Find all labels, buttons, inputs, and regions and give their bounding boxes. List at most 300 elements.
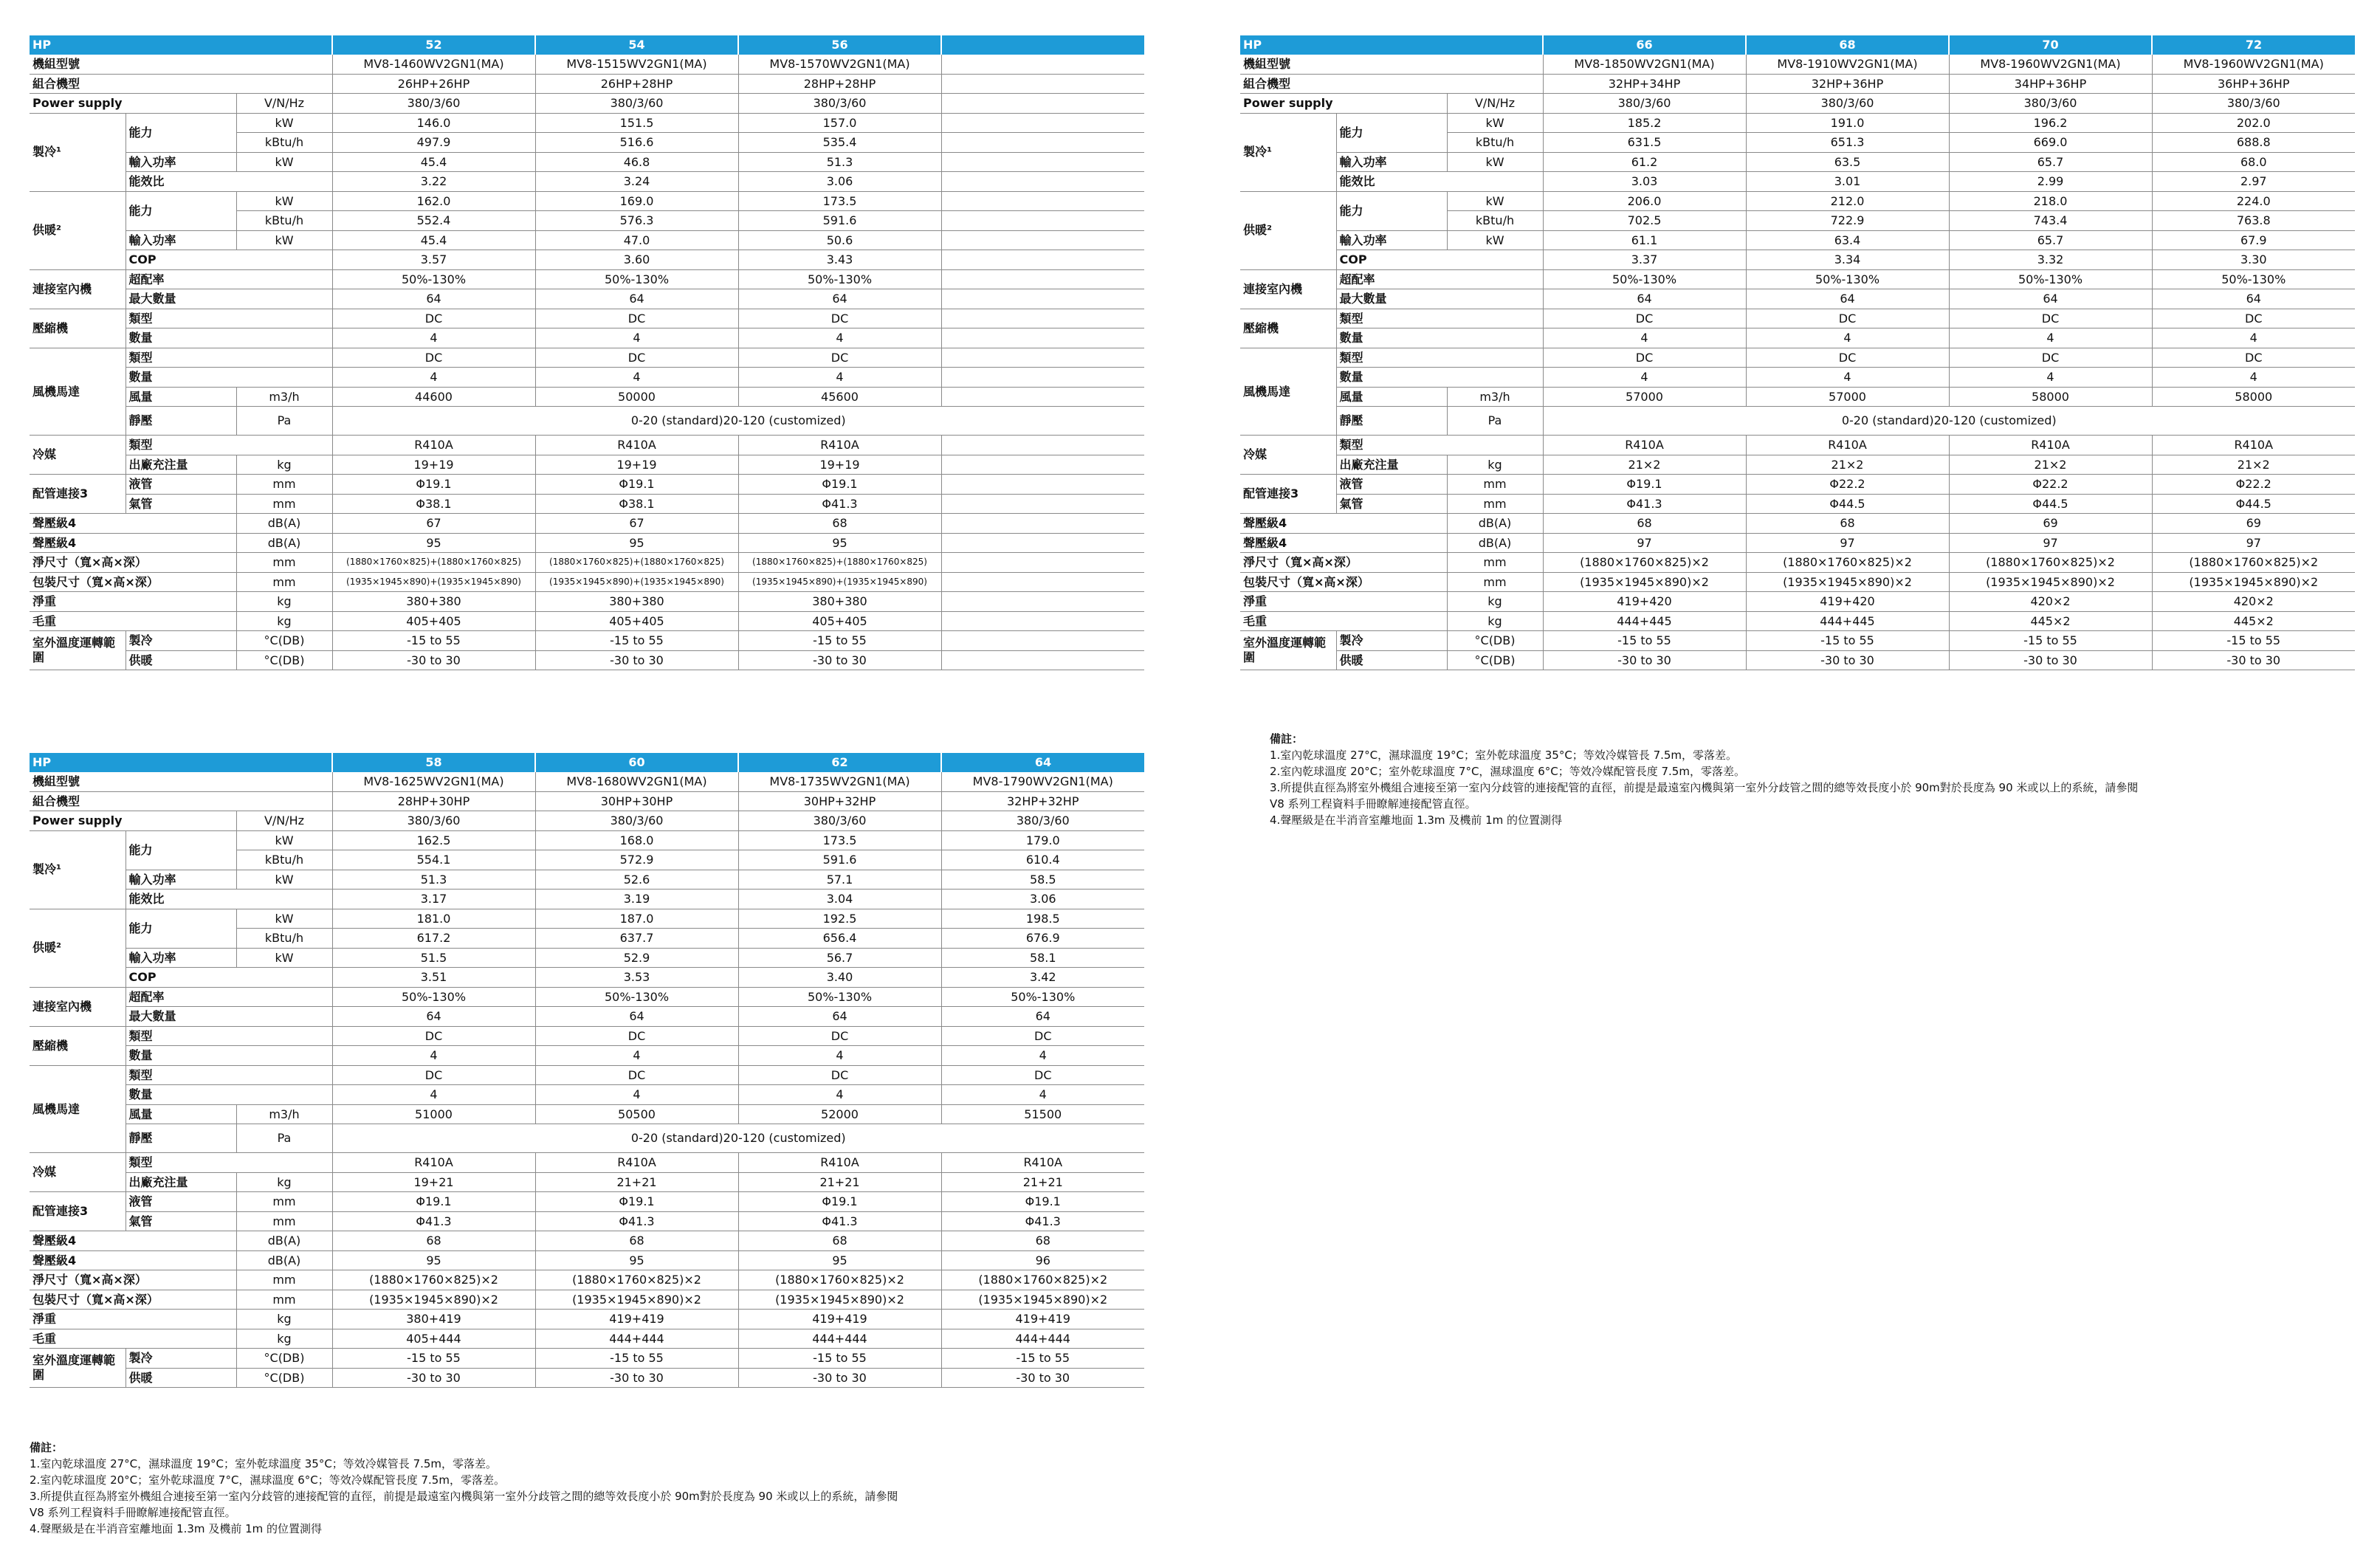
value-cell: 4	[2152, 368, 2355, 388]
unit-cell: kg	[236, 1310, 332, 1329]
sub-label: 出廠充注量	[1336, 455, 1447, 475]
sub-label: 輸入功率	[125, 230, 236, 250]
value-cell: 51000	[332, 1104, 535, 1124]
spec-row	[30, 1329, 1144, 1349]
sub-label: 液管	[125, 475, 236, 495]
value-cell: 151.5	[535, 113, 738, 133]
value-cell	[941, 348, 1144, 368]
value-cell: DC	[332, 309, 535, 328]
value-cell: 64	[738, 289, 941, 309]
sub-label: 類型	[125, 348, 332, 368]
value-cell: 69	[2152, 514, 2355, 534]
group-label: 供暖²	[1240, 191, 1336, 269]
value-cell: R410A	[2152, 436, 2355, 455]
spec-row	[30, 348, 1144, 368]
spec-row	[1240, 553, 2355, 573]
value-cell: 95	[535, 1250, 738, 1270]
value-cell: DC	[1949, 309, 2152, 328]
value-cell: -15 to 55	[738, 631, 941, 651]
value-cell: 4	[332, 1046, 535, 1066]
value-cell: 552.4	[332, 211, 535, 231]
sub-label: 風量	[125, 387, 236, 407]
spec-row	[1240, 94, 2355, 114]
value-cell: MV8-1790WV2GN1(MA)	[941, 772, 1144, 791]
value-cell	[941, 328, 1144, 348]
spec-row	[30, 1172, 1144, 1192]
sub-label: 類型	[1336, 348, 1543, 368]
value-cell: 50%-130%	[332, 269, 535, 289]
value-cell: 419+419	[941, 1310, 1144, 1329]
sub-label: 最大數量	[125, 289, 332, 309]
unit-cell: Pa	[1447, 407, 1543, 436]
notes-right	[1270, 731, 2138, 828]
value-cell: 168.0	[535, 830, 738, 850]
sub-label: 類型	[125, 436, 332, 455]
value-cell: 420×2	[2152, 592, 2355, 612]
row-label: Power supply	[1240, 94, 1447, 114]
notes-bottom	[30, 1439, 898, 1537]
value-cell: DC	[1949, 348, 2152, 368]
spec-row	[30, 269, 1144, 289]
value-cell	[941, 611, 1144, 631]
spec-row	[1240, 348, 2355, 368]
spec-row	[1240, 494, 2355, 514]
spec-row	[30, 650, 1144, 670]
value-cell: 3.43	[738, 250, 941, 270]
value-cell: R410A	[738, 436, 941, 455]
value-cell: 62	[738, 753, 941, 772]
unit-cell: kg	[236, 1329, 332, 1349]
value-cell: 50%-130%	[1746, 269, 1949, 289]
spec-row	[30, 1310, 1144, 1329]
value-cell: 3.40	[738, 968, 941, 988]
value-cell: 50%-130%	[738, 987, 941, 1007]
value-cell: -15 to 55	[535, 1349, 738, 1369]
unit-cell: °C(DB)	[1447, 650, 1543, 670]
value-cell: -15 to 55	[941, 1349, 1144, 1369]
value-cell: -15 to 55	[1543, 631, 1746, 651]
value-cell	[941, 269, 1144, 289]
row-label: 包裝尺寸（寬×高×深）	[30, 572, 236, 592]
unit-cell: m3/h	[236, 1104, 332, 1124]
spec-row	[30, 753, 1144, 772]
value-cell: 516.6	[535, 133, 738, 153]
value-cell: 45600	[738, 387, 941, 407]
value-cell: Φ44.5	[1746, 494, 1949, 514]
spec-row	[30, 791, 1144, 811]
sub-label: 能效比	[125, 890, 332, 909]
value-cell: 157.0	[738, 113, 941, 133]
spec-table-52-56	[30, 35, 1144, 670]
static-pressure-value: 0-20 (standard)20-120 (customized)	[332, 1124, 1144, 1153]
value-cell: 3.03	[1543, 172, 1746, 192]
spec-row	[1240, 172, 2355, 192]
sub-label: 出廠充注量	[125, 1172, 236, 1192]
value-cell: 444+444	[941, 1329, 1144, 1349]
unit-cell: mm	[1447, 475, 1543, 495]
value-cell: DC	[738, 1026, 941, 1046]
sub-label: 出廠充注量	[125, 455, 236, 475]
spec-table-58-64	[30, 753, 1144, 1388]
unit-cell: kW	[1447, 191, 1543, 211]
group-label: 配管連接3	[30, 475, 125, 514]
value-cell: 2.99	[1949, 172, 2152, 192]
value-cell: 95	[738, 533, 941, 553]
value-cell: 4	[1543, 328, 1746, 348]
note-line: 3.所提供直徑為將室外機組合連接至第一室內分歧管的連接配管的直徑，前提是最遠室內機與第一室外分歧管之間的總等效長度小於 90m對於長度為 90 米或以上的系統，請參閱	[30, 1490, 898, 1503]
notes-title: 備註：	[30, 1441, 63, 1454]
value-cell: 2.97	[2152, 172, 2355, 192]
value-cell: 380/3/60	[738, 811, 941, 831]
row-label: 毛重	[30, 1329, 236, 1349]
group-label: 風機馬達	[30, 1065, 125, 1153]
value-cell: R410A	[1949, 436, 2152, 455]
group-label: 冷媒	[30, 1153, 125, 1192]
value-cell: 65.7	[1949, 230, 2152, 250]
value-cell: MV8-1735WV2GN1(MA)	[738, 772, 941, 791]
unit-cell: dB(A)	[236, 533, 332, 553]
value-cell: 405+405	[332, 611, 535, 631]
row-label: 包裝尺寸（寬×高×深）	[30, 1290, 236, 1310]
value-cell: 380/3/60	[1543, 94, 1746, 114]
spec-row	[1240, 611, 2355, 631]
value-cell: 54	[535, 35, 738, 55]
value-cell: 3.04	[738, 890, 941, 909]
value-cell: 173.5	[738, 191, 941, 211]
sub-label: 輸入功率	[125, 870, 236, 890]
value-cell: -30 to 30	[332, 1368, 535, 1388]
sub-label: 超配率	[125, 269, 332, 289]
row-label: 機組型號	[1240, 55, 1543, 74]
value-cell: 4	[535, 368, 738, 388]
value-cell: R410A	[332, 436, 535, 455]
unit-cell: Pa	[236, 407, 332, 436]
group-label: 風機馬達	[30, 348, 125, 436]
value-cell: 95	[738, 1250, 941, 1270]
value-cell: 380/3/60	[332, 94, 535, 114]
unit-cell: kW	[236, 948, 332, 968]
value-cell: 191.0	[1746, 113, 1949, 133]
value-cell: DC	[535, 1026, 738, 1046]
value-cell: 218.0	[1949, 191, 2152, 211]
value-cell: 21×2	[1746, 455, 1949, 475]
unit-cell: kW	[236, 113, 332, 133]
spec-row	[30, 811, 1144, 831]
value-cell: 202.0	[2152, 113, 2355, 133]
sub-label: COP	[125, 250, 332, 270]
value-cell: -30 to 30	[1746, 650, 1949, 670]
hp-label: HP	[30, 35, 332, 55]
row-label: 聲壓級4	[30, 514, 236, 534]
value-cell: 28HP+30HP	[332, 791, 535, 811]
value-cell: 52000	[738, 1104, 941, 1124]
value-cell: 60	[535, 753, 738, 772]
value-cell: Φ19.1	[738, 475, 941, 495]
value-cell: DC	[535, 1065, 738, 1085]
sub-label: 能力	[125, 191, 236, 230]
value-cell: 69	[1949, 514, 2152, 534]
unit-cell: kg	[1447, 592, 1543, 612]
value-cell	[941, 250, 1144, 270]
value-cell: 68	[1746, 35, 1949, 55]
value-cell: 206.0	[1543, 191, 1746, 211]
value-cell: DC	[535, 348, 738, 368]
value-cell: Φ22.2	[1746, 475, 1949, 495]
value-cell: 67.9	[2152, 230, 2355, 250]
value-cell: MV8-1570WV2GN1(MA)	[738, 55, 941, 74]
unit-cell: kW	[236, 830, 332, 850]
value-cell: -15 to 55	[1949, 631, 2152, 651]
value-cell: DC	[332, 1026, 535, 1046]
row-label: 聲壓級4	[30, 1231, 236, 1251]
value-cell: 676.9	[941, 929, 1144, 949]
spec-row	[1240, 650, 2355, 670]
value-cell: 64	[1543, 289, 1746, 309]
value-cell: 36HP+36HP	[2152, 74, 2355, 94]
value-cell: 4	[1746, 368, 1949, 388]
value-cell: 21+21	[738, 1172, 941, 1192]
value-cell: 68	[1543, 514, 1746, 534]
row-label: 毛重	[30, 611, 236, 631]
value-cell: 4	[1543, 368, 1746, 388]
unit-cell: kBtu/h	[236, 850, 332, 870]
value-cell: Φ19.1	[941, 1192, 1144, 1212]
spec-row	[30, 533, 1144, 553]
sub-label: 氣管	[125, 1211, 236, 1231]
value-cell: Φ41.3	[332, 1211, 535, 1231]
value-cell: 19+19	[332, 455, 535, 475]
spec-row	[30, 1349, 1144, 1369]
group-label: 供暖²	[30, 191, 125, 269]
value-cell: 3.22	[332, 172, 535, 192]
value-cell: 34HP+36HP	[1949, 74, 2152, 94]
sub-label: 數量	[125, 368, 332, 388]
spec-row	[30, 55, 1144, 74]
note-line: 4.聲壓級是在半消音室離地面 1.3m 及機前 1m 的位置測得	[30, 1522, 323, 1535]
value-cell: 535.4	[738, 133, 941, 153]
spec-row	[30, 772, 1144, 791]
value-cell: 95	[332, 1250, 535, 1270]
value-cell: 64	[332, 1007, 535, 1027]
value-cell: 57000	[1543, 387, 1746, 407]
spec-row	[1240, 407, 2355, 436]
value-cell: Φ41.3	[941, 1211, 1144, 1231]
sub-label: 類型	[1336, 309, 1543, 328]
unit-cell: kW	[1447, 113, 1543, 133]
value-cell: Φ19.1	[332, 1192, 535, 1212]
sub-label: 數量	[125, 1046, 332, 1066]
spec-row	[30, 1231, 1144, 1251]
value-cell: 50%-130%	[535, 269, 738, 289]
value-cell: DC	[738, 309, 941, 328]
spec-row	[30, 968, 1144, 988]
value-cell: 576.3	[535, 211, 738, 231]
spec-row	[30, 1046, 1144, 1066]
row-label: 淨尺寸（寬×高×深）	[30, 553, 236, 573]
group-label: 室外溫度運轉範圍	[30, 1349, 125, 1388]
value-cell: 380+380	[535, 592, 738, 612]
group-label: 供暖²	[30, 909, 125, 987]
value-cell: Φ22.2	[2152, 475, 2355, 495]
spec-row	[30, 1104, 1144, 1124]
value-cell: 169.0	[535, 191, 738, 211]
unit-cell: mm	[236, 475, 332, 495]
value-cell: 591.6	[738, 211, 941, 231]
value-cell: -15 to 55	[2152, 631, 2355, 651]
unit-cell: m3/h	[1447, 387, 1543, 407]
value-cell: 162.5	[332, 830, 535, 850]
value-cell: 4	[1949, 368, 2152, 388]
spec-row	[30, 987, 1144, 1007]
spec-row	[1240, 455, 2355, 475]
sub-label: 類型	[125, 1153, 332, 1173]
value-cell: 212.0	[1746, 191, 1949, 211]
value-cell: 21+21	[535, 1172, 738, 1192]
value-cell	[941, 514, 1144, 534]
value-cell: 617.2	[332, 929, 535, 949]
value-cell: 97	[1949, 533, 2152, 553]
value-cell: MV8-1625WV2GN1(MA)	[332, 772, 535, 791]
sub-label: 能力	[125, 909, 236, 948]
value-cell: Φ19.1	[738, 1192, 941, 1212]
value-cell: 4	[1949, 328, 2152, 348]
value-cell	[941, 172, 1144, 192]
value-cell: 66	[1543, 35, 1746, 55]
value-cell: 3.06	[941, 890, 1144, 909]
note-line: V8 系列工程資料手冊瞭解連接配管直徑。	[1270, 797, 1476, 811]
value-cell: 196.2	[1949, 113, 2152, 133]
value-cell: 57.1	[738, 870, 941, 890]
spec-row	[30, 250, 1144, 270]
value-cell: 50.6	[738, 230, 941, 250]
value-cell: (1935×1945×890)×2	[1949, 572, 2152, 592]
value-cell: 51.5	[332, 948, 535, 968]
value-cell: 26HP+26HP	[332, 74, 535, 94]
value-cell: 445×2	[1949, 611, 2152, 631]
value-cell: 56	[738, 35, 941, 55]
value-cell: 722.9	[1746, 211, 1949, 231]
unit-cell: °C(DB)	[1447, 631, 1543, 651]
value-cell	[941, 475, 1144, 495]
value-cell: 3.32	[1949, 250, 2152, 270]
value-cell: Φ41.3	[738, 1211, 941, 1231]
note-line: 3.所提供直徑為將室外機組合連接至第一室內分歧管的連接配管的直徑，前提是最遠室內機與第一室外分歧管之間的總等效長度小於 90m對於長度為 90 米或以上的系統，請參閱	[1270, 781, 2139, 794]
value-cell: 405+405	[738, 611, 941, 631]
value-cell: R410A	[738, 1153, 941, 1173]
sub-label: 超配率	[125, 987, 332, 1007]
value-cell: 405+405	[535, 611, 738, 631]
value-cell: 63.5	[1746, 152, 1949, 172]
value-cell: 4	[738, 368, 941, 388]
value-cell: 95	[332, 533, 535, 553]
unit-cell: kBtu/h	[236, 211, 332, 231]
sub-label: 製冷	[125, 631, 236, 651]
spec-row	[30, 35, 1144, 55]
value-cell: 181.0	[332, 909, 535, 929]
value-cell: MV8-1910WV2GN1(MA)	[1746, 55, 1949, 74]
spec-row	[30, 289, 1144, 309]
spec-row	[30, 407, 1144, 436]
value-cell: 688.8	[2152, 133, 2355, 153]
value-cell: MV8-1850WV2GN1(MA)	[1543, 55, 1746, 74]
value-cell: -30 to 30	[1949, 650, 2152, 670]
value-cell: 444+445	[1543, 611, 1746, 631]
value-cell: 3.42	[941, 968, 1144, 988]
value-cell: 61.1	[1543, 230, 1746, 250]
unit-cell: mm	[236, 1192, 332, 1212]
spec-row	[1240, 572, 2355, 592]
value-cell: 380/3/60	[332, 811, 535, 831]
value-cell: R410A	[535, 436, 738, 455]
value-cell: (1935×1945×890)×2	[332, 1290, 535, 1310]
group-label: 冷媒	[1240, 436, 1336, 475]
spec-row	[1240, 631, 2355, 651]
value-cell: 146.0	[332, 113, 535, 133]
spec-row	[30, 631, 1144, 651]
value-cell: 185.2	[1543, 113, 1746, 133]
row-label: Power supply	[30, 811, 236, 831]
value-cell: -30 to 30	[2152, 650, 2355, 670]
unit-cell: kBtu/h	[1447, 211, 1543, 231]
value-cell: 3.30	[2152, 250, 2355, 270]
group-label: 配管連接3	[30, 1192, 125, 1231]
sub-label: 類型	[125, 309, 332, 328]
value-cell: DC	[1543, 309, 1746, 328]
value-cell: DC	[1746, 309, 1949, 328]
group-label: 室外溫度運轉範圍	[1240, 631, 1336, 670]
spec-row	[30, 1007, 1144, 1027]
group-label: 壓縮機	[1240, 309, 1336, 348]
unit-cell: mm	[1447, 553, 1543, 573]
value-cell: -30 to 30	[1543, 650, 1746, 670]
value-cell: 656.4	[738, 929, 941, 949]
value-cell: 97	[2152, 533, 2355, 553]
value-cell: 72	[2152, 35, 2355, 55]
value-cell: (1880×1760×825)×2	[332, 1270, 535, 1290]
value-cell: 64	[332, 289, 535, 309]
value-cell: 743.4	[1949, 211, 2152, 231]
notes-title: 備註：	[1270, 732, 1304, 746]
spec-row	[1240, 152, 2355, 172]
group-label: 冷媒	[30, 436, 125, 475]
spec-row	[1240, 230, 2355, 250]
value-cell	[941, 650, 1144, 670]
value-cell: 380+380	[332, 592, 535, 612]
value-cell: 97	[1746, 533, 1949, 553]
spec-row	[30, 387, 1144, 407]
row-label: 組合機型	[30, 74, 332, 94]
value-cell: 56.7	[738, 948, 941, 968]
sub-label: 能效比	[1336, 172, 1543, 192]
value-cell: 380/3/60	[535, 94, 738, 114]
value-cell: Φ41.3	[1543, 494, 1746, 514]
spec-row	[30, 309, 1144, 328]
value-cell: -15 to 55	[535, 631, 738, 651]
value-cell: MV8-1960WV2GN1(MA)	[2152, 55, 2355, 74]
value-cell: 702.5	[1543, 211, 1746, 231]
value-cell: (1935×1945×890)+(1935×1945×890)	[535, 572, 738, 592]
unit-cell: dB(A)	[1447, 533, 1543, 553]
value-cell: 21×2	[1543, 455, 1746, 475]
unit-cell: °C(DB)	[236, 631, 332, 651]
value-cell: 3.06	[738, 172, 941, 192]
value-cell: (1880×1760×825)×2	[1949, 553, 2152, 573]
row-label: 聲壓級4	[30, 533, 236, 553]
unit-cell: mm	[236, 1290, 332, 1310]
value-cell	[941, 152, 1144, 172]
value-cell: MV8-1515WV2GN1(MA)	[535, 55, 738, 74]
value-cell: 32HP+36HP	[1746, 74, 1949, 94]
